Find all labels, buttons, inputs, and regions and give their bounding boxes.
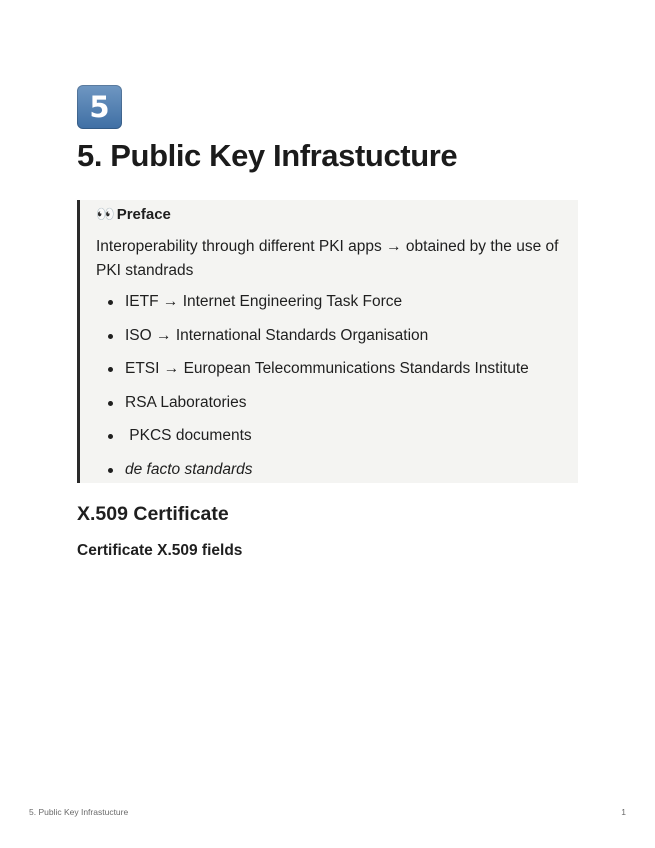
list-item-text: PKCS documents <box>125 427 252 445</box>
footer-doc-title: 5. Public Key Infrastucture <box>29 807 129 817</box>
list-item <box>96 391 576 425</box>
list-item <box>96 458 576 492</box>
list-item-text: ISO → International Standards Organisation <box>125 326 429 344</box>
page-title: 5. Public Key Infrastucture <box>77 138 458 173</box>
list-item-text: ETSI → European Telecommunications Standards Institute <box>125 360 529 378</box>
list-item <box>96 324 576 358</box>
callout-heading-label: Preface <box>116 206 171 223</box>
list-item-text: de facto standards <box>125 460 253 478</box>
list-item-text: IETF → Internet Engineering Task Force <box>125 293 403 310</box>
subsection-heading-fields: Certificate X.509 fields <box>77 542 243 559</box>
standards-list <box>96 290 576 492</box>
eyes-icon: 👀 <box>96 205 113 223</box>
list-item <box>96 290 576 324</box>
callout-paragraph: Interoperability through different PKI apps → obtained by the use of PKI standrads <box>96 238 559 279</box>
bullet-icon <box>108 367 113 372</box>
list-item-text: RSA Laboratories <box>125 393 247 411</box>
bullet-icon <box>108 300 113 305</box>
bullet-icon <box>108 468 113 473</box>
section-heading-x509: X.509 Certificate <box>77 503 229 525</box>
bullet-icon <box>108 401 113 406</box>
list-item <box>96 424 576 458</box>
callout-heading <box>96 204 171 225</box>
bullet-icon <box>108 434 113 439</box>
list-item <box>96 357 576 391</box>
keycap-5-icon: 5 <box>77 85 122 129</box>
footer-page-number: 1 <box>621 807 626 817</box>
preface-callout <box>77 200 578 483</box>
bullet-icon <box>108 334 113 339</box>
